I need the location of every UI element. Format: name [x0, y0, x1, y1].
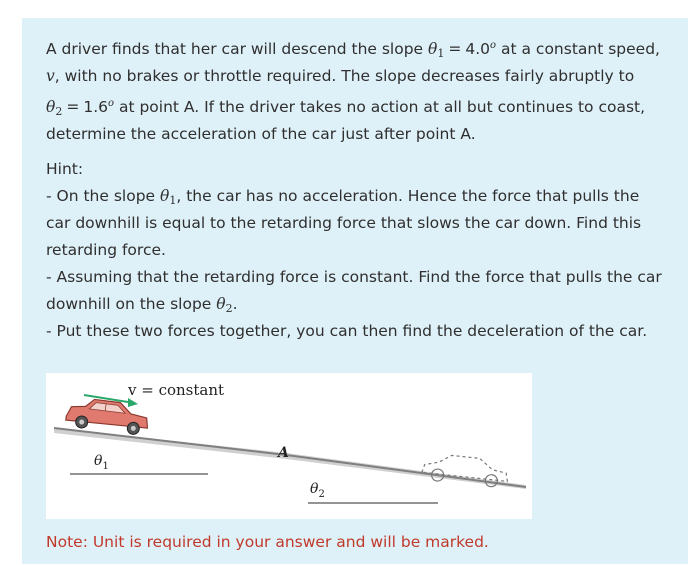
slope-diagram [46, 373, 532, 519]
unit-note: Note: Unit is required in your answer and will be marked. [46, 533, 489, 551]
question-text: A driver finds that her car will descend the slope $\theta_1 = 4.0^o$ at a constant speed, v, with no brakes or throttle required. The slope decreases fairly abruptly to $\theta_2 = 1.6^o$ at point A. If the driver takes no action at all but continues to coast, determine the acceleration of the car just after point A. [46, 40, 660, 144]
hint-bullet-3: - Put these two forces together, you can then find the deceleration of the car. [46, 322, 648, 341]
question-part-2: at a constant speed, [501, 40, 660, 59]
theta2-label: $\theta_2$ [310, 481, 325, 500]
theta1-value: 4.0 [465, 40, 491, 59]
theta2-value: 1.6 [83, 98, 108, 117]
question-part-1: A driver finds that her car will descend the slope [46, 40, 424, 59]
velocity-label: v = constant [128, 381, 225, 399]
slope-diagram-svg [46, 373, 532, 519]
equals-sign: = [448, 40, 462, 59]
hint-title: Hint: [46, 160, 84, 179]
theta1-symbol: $\theta_1$ [428, 40, 445, 61]
hint-bullet-2: - Assuming that the retarding force is constant. Find the force that pulls the car downhill on the slope $\theta_2$. [46, 268, 662, 316]
theta1-label: $\theta_1$ [94, 453, 109, 472]
point-a-label: A [278, 445, 289, 461]
hint-bullet-1: - On the slope $\theta_1$, the car has no acceleration. Hence the force that pulls the car downhill is equal to the retarding force that slows the car down. Find this retarding force. [46, 187, 642, 260]
question-part-4: at point A. If the driver takes no action at all but continues to coast, determine the acceleration of the car just after point A. [46, 98, 646, 144]
theta2-symbol: $\theta_2$ [216, 295, 233, 316]
velocity-symbol: v [46, 67, 55, 86]
question-part-3: , with no brakes or throttle required. The slope decreases fairly abruptly to [54, 67, 635, 86]
theta1-symbol: $\theta_1$ [160, 187, 177, 208]
degree-symbol: o [490, 40, 497, 51]
theta2-symbol: $\theta_2$ [46, 98, 63, 119]
